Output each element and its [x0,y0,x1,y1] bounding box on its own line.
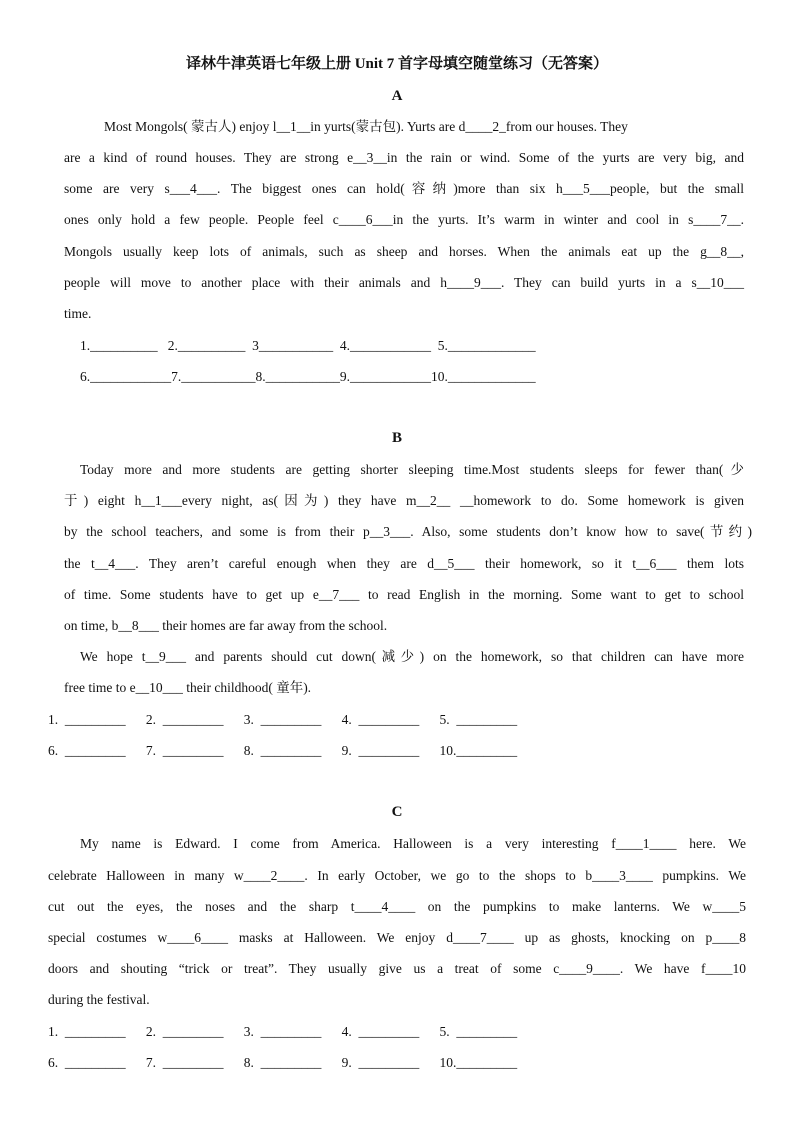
answer-row: 1. _________ 2. _________ 3. _________ 4. _________ 5. _________ [48,1024,518,1039]
paragraph-line: the t__4___. They aren’t careful enough when they are d__5___ their homework, so it t__6___ them lots [64,556,744,571]
paragraph-line: doors and shouting “trick or treat”. They usually give us a treat of some c____9____. We have f____10 [48,961,746,976]
paragraph-line: people will move to another place with their animals and h____9___. They can build yurts in a s__10___ [64,275,744,290]
paragraph-line: of time. Some students have to get up e__7___ to read English in the morning. Some want to get to school [64,587,744,602]
paragraph-line: Today more and more students are getting shorter sleeping time.Most students sleeps for fewer than(少 [80,462,744,477]
paragraph-line: special costumes w____6____ masks at Halloween. We enjoy d____7____ up as ghosts, knocking on p____8 [48,930,746,945]
paragraph-line: on time, b__8___ their homes are far away from the school. [64,618,388,633]
answer-row: 1. _________ 2. _________ 3. _________ 4. _________ 5. _________ [48,712,518,727]
paragraph-line: cut out the eyes, the noses and the sharp t____4____ on the pumpkins to make lanterns. We w____5 [48,899,746,914]
paragraph-line: are a kind of round houses. They are strong e__3__in the rain or wind. Some of the yurts are very big, and [64,150,744,165]
paragraph-line: during the festival. [48,992,150,1007]
paragraph-line: My name is Edward. I come from America. Halloween is a very interesting f____1____ here. We [80,836,746,851]
paragraph-line: 于) eight h__1___every night, as(因为) they have m__2__ __homework to do. Some homework is given [64,493,744,508]
paragraph-line: Most Mongols( 蒙古人) enjoy l__1__in yurts(蒙古包). Yurts are d____2_from our houses. They [104,119,628,134]
paragraph-line: Mongols usually keep lots of animals, such as sheep and horses. When the animals eat up the g__8__, [64,244,744,259]
section-heading-b: B [391,430,402,446]
section-heading-a: A [391,88,403,104]
answer-row: 6. _________ 7. _________ 8. _________ 9. _________ 10._________ [48,743,518,758]
paragraph-line: ones only hold a few people. People feel c____6___in the yurts. It’s warm in winter and cool in s____7__. [64,212,744,227]
paragraph-line: time. [64,306,92,321]
paragraph-line: some are very s___4___. The biggest ones can hold(容纳)more than six h___5___people, but the small [64,181,744,196]
section-heading-c: C [391,804,403,820]
paragraph-line: free time to e__10___ their childhood( 童年). [64,680,312,695]
page-title: 译林牛津英语七年级上册 Unit 7 首字母填空随堂练习（无答案） [185,56,609,72]
paragraph-line: celebrate Halloween in many w____2____. In early October, we go to the shops to b____3____ pumpkins. We [48,868,746,883]
answer-row: 6.____________7.___________8.___________9.____________10._____________ [80,369,536,384]
answer-row: 6. _________ 7. _________ 8. _________ 9. _________ 10._________ [48,1055,518,1070]
answer-row: 1.__________ 2.__________ 3___________ 4.____________ 5._____________ [80,338,536,353]
paragraph-line: We hope t__9___ and parents should cut down(减少) on the homework, so that children can have more [80,649,744,664]
paragraph-line: by the school teachers, and some is from their p__3___. Also, some students don’t know how to save(节约) [64,524,752,539]
